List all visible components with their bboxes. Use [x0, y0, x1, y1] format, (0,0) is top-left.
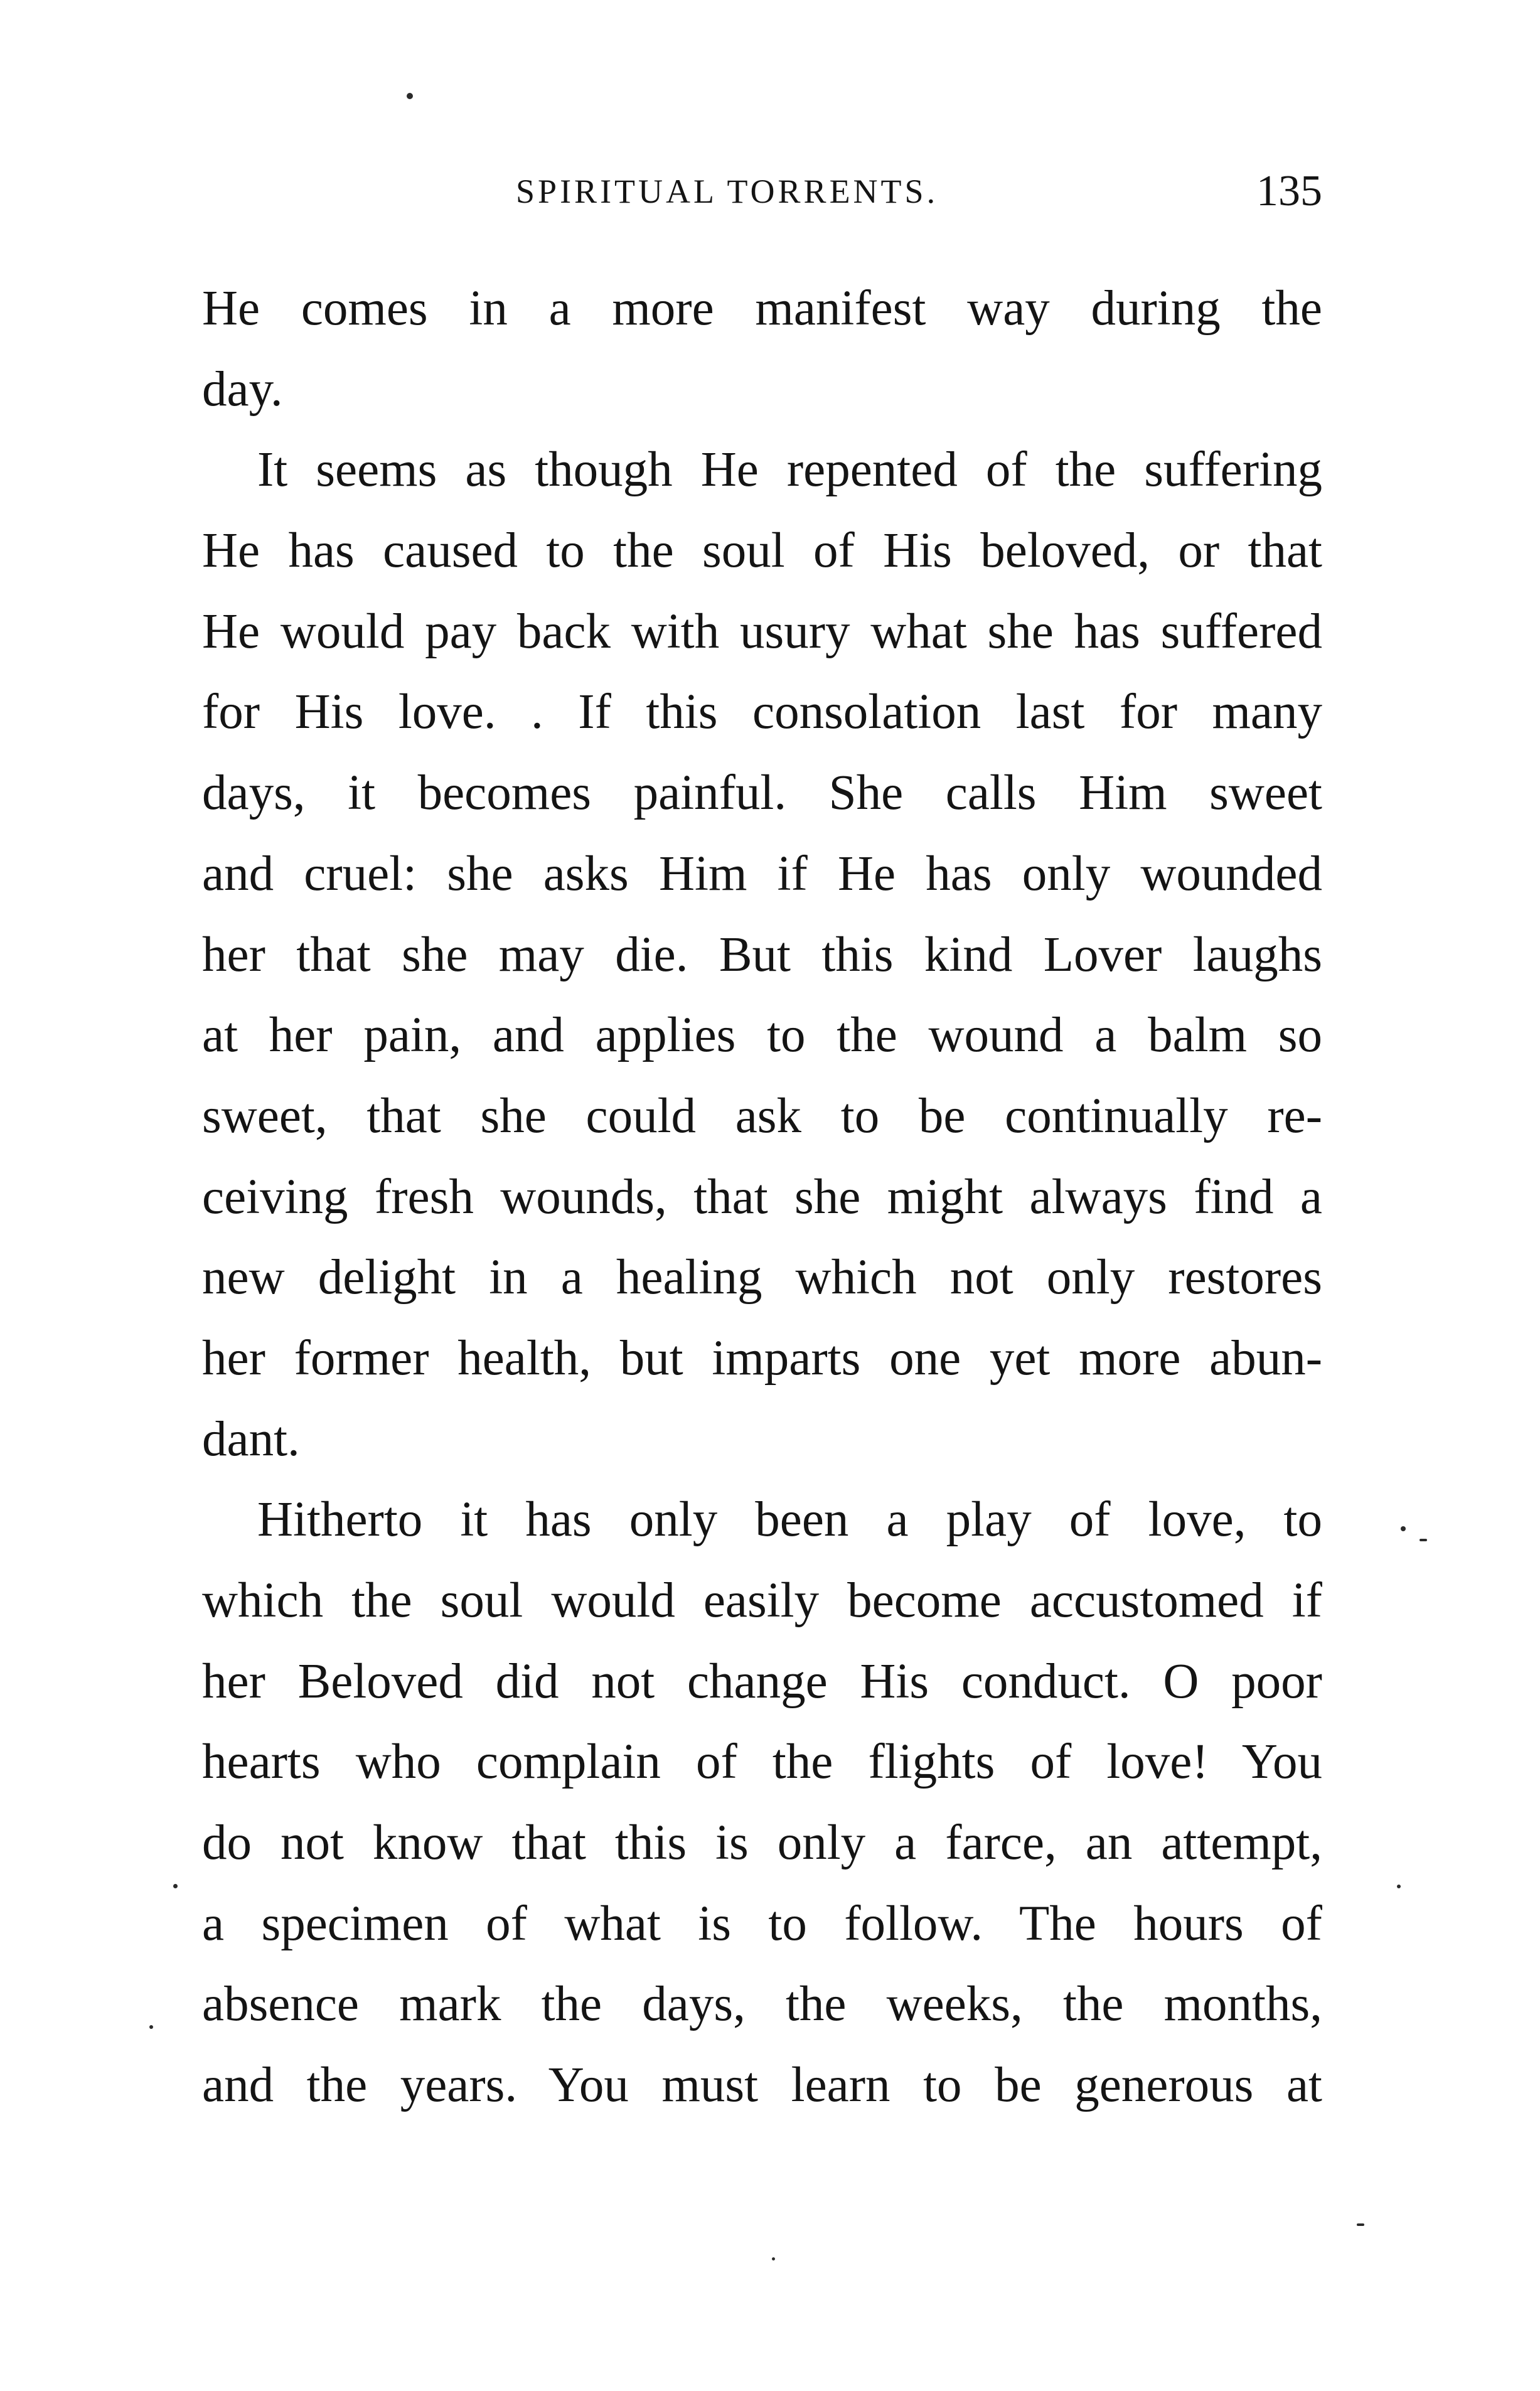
text-line: He comes in a more manifest way during the: [202, 281, 1322, 336]
scan-speck: [407, 93, 413, 99]
text-line: and the years. You must learn to be generous at: [202, 2058, 1322, 2113]
text-line: for His love. . If this consolation last for many: [202, 685, 1322, 740]
text-line: Hitherto it has only been a play of love, to: [257, 1492, 1322, 1548]
text-line: sweet, that she could ask to be continually re-: [202, 1088, 1322, 1143]
scan-speck: [1420, 1539, 1427, 1541]
text-line: He has caused to the soul of His beloved, or that: [202, 523, 1322, 579]
text-line: which the soul would easily become accustomed if: [202, 1573, 1322, 1628]
page-header: [202, 166, 1322, 217]
text-line: hearts who complain of the flights of love! You: [202, 1735, 1322, 1790]
text-line: a specimen of what is to follow. The hours of: [202, 1896, 1322, 1951]
text-line: new delight in a healing which not only restores: [202, 1250, 1322, 1305]
running-title: SPIRITUAL TORRENTS.: [516, 173, 939, 210]
text-line: absence mark the days, the weeks, the months,: [202, 1977, 1322, 2032]
text-line: her former health, but imparts one yet more abun-: [202, 1330, 1322, 1386]
scan-speck: [1397, 1885, 1401, 1888]
scan-speck: [173, 1884, 178, 1888]
body-text: [202, 269, 1322, 2126]
text-line: at her pain, and applies to the wound a balm so: [202, 1008, 1322, 1063]
scan-speck: [1401, 1526, 1406, 1531]
text-line: He would pay back with usury what she has suffered: [202, 604, 1322, 659]
page-number: 135: [1256, 167, 1322, 215]
text-line: ceiving fresh wounds, that she might always find a: [202, 1169, 1322, 1224]
text-line: her that she may die. But this kind Lover laughs: [202, 927, 1322, 982]
text-line: days, it becomes painful. She calls Him sweet: [202, 766, 1322, 821]
text-line: do not know that this is only a farce, an attempt,: [202, 1816, 1322, 1871]
text-line: day.: [202, 361, 283, 417]
scan-speck: [149, 2025, 153, 2029]
text-line: and cruel: she asks Him if He has only wounded: [202, 846, 1322, 901]
text-line: dant.: [202, 1411, 300, 1467]
scan-speck: [772, 2257, 775, 2260]
text-line: her Beloved did not change His conduct. O poor: [202, 1654, 1322, 1709]
scan-speck: [1357, 2223, 1364, 2226]
text-line: It seems as though He repented of the suffering: [257, 442, 1322, 498]
